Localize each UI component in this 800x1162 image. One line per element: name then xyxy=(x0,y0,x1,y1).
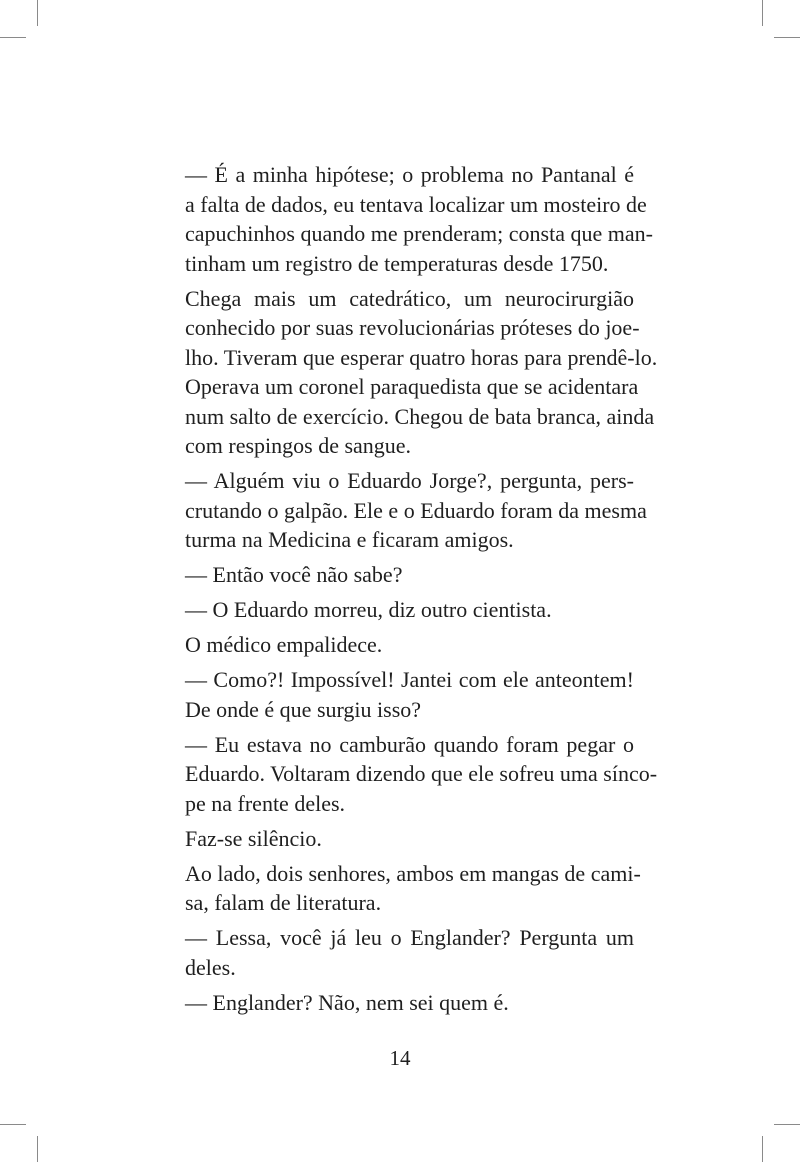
text-line: num salto de exercício. Chegou de bata branca, ainda xyxy=(185,403,655,429)
paragraph xyxy=(158,859,641,918)
text-line: Faz-se silêncio. xyxy=(185,825,322,851)
text-line: a falta de dados, eu tentava localizar um mosteiro de xyxy=(185,191,647,217)
text-line: com respingos de sangue. xyxy=(185,433,412,458)
text-line: — É a minha hipótese; o problema no Pantanal é xyxy=(185,162,634,187)
text-line: O médico empalidece. xyxy=(185,632,383,657)
text-line: tinham um registro de temperaturas desde 1750. xyxy=(185,250,609,276)
text-line: De onde é que surgiu isso? xyxy=(185,696,422,722)
text-line: Chega mais um catedrático, um neurocirurgião xyxy=(185,285,634,311)
text-line: crutando o galpão. Ele e o Eduardo foram da mesma xyxy=(185,497,647,523)
page-number: 14 xyxy=(389,1046,411,1070)
text-line: pe na frente deles. xyxy=(185,790,346,816)
paragraph xyxy=(158,630,634,660)
text-line: Eduardo. Voltaram dizendo que ele sofreu uma sínco- xyxy=(185,761,658,786)
paragraph xyxy=(158,466,647,555)
text-line: — Englander? Não, nem sei quem é. xyxy=(185,989,509,1015)
text-line: Ao lado, dois senhores, ambos em mangas de cami- xyxy=(185,860,641,886)
text-line: — Lessa, você já leu o Englander? Pergunta um xyxy=(185,925,634,950)
text-line: — Como?! Impossível! Jantei com ele anteontem! xyxy=(185,667,634,692)
paragraph xyxy=(158,284,658,461)
body-text xyxy=(158,160,658,1023)
text-line: — O Eduardo morreu, diz outro cientista. xyxy=(185,597,552,622)
text-line: — Eu estava no camburão quando foram pegar o xyxy=(185,731,634,757)
crop-mark-bottom-left-horizontal xyxy=(0,1124,26,1125)
crop-mark-top-right-vertical xyxy=(762,0,763,26)
paragraph xyxy=(158,824,634,854)
paragraph xyxy=(158,988,634,1018)
text-line: lho. Tiveram que esperar quatro horas para prendê-lo. xyxy=(185,344,658,370)
crop-mark-top-left-horizontal xyxy=(0,37,26,38)
text-line: Operava um coronel paraquedista que se acidentara xyxy=(185,374,639,399)
paragraph xyxy=(158,160,653,278)
crop-mark-bottom-right-vertical xyxy=(762,1136,763,1162)
paragraph xyxy=(158,560,634,590)
text-line: sa, falam de literatura. xyxy=(185,890,382,915)
text-line: conhecido por suas revolucionárias próteses do joe- xyxy=(185,315,640,340)
paragraph xyxy=(158,923,634,982)
text-line: deles. xyxy=(185,954,236,980)
paragraph xyxy=(158,595,634,625)
crop-mark-bottom-right-horizontal xyxy=(774,1124,800,1125)
text-line: — Alguém viu o Eduardo Jorge?, pergunta, pers- xyxy=(185,468,634,493)
paragraph xyxy=(158,665,634,724)
paragraph xyxy=(158,730,658,819)
text-line: capuchinhos quando me prenderam; consta que man- xyxy=(185,221,653,246)
crop-mark-top-left-vertical xyxy=(37,0,38,26)
crop-mark-top-right-horizontal xyxy=(774,37,800,38)
crop-mark-bottom-left-vertical xyxy=(37,1136,38,1162)
text-line: — Então você não sabe? xyxy=(185,562,403,587)
text-line: turma na Medicina e ficaram amigos. xyxy=(185,527,514,552)
